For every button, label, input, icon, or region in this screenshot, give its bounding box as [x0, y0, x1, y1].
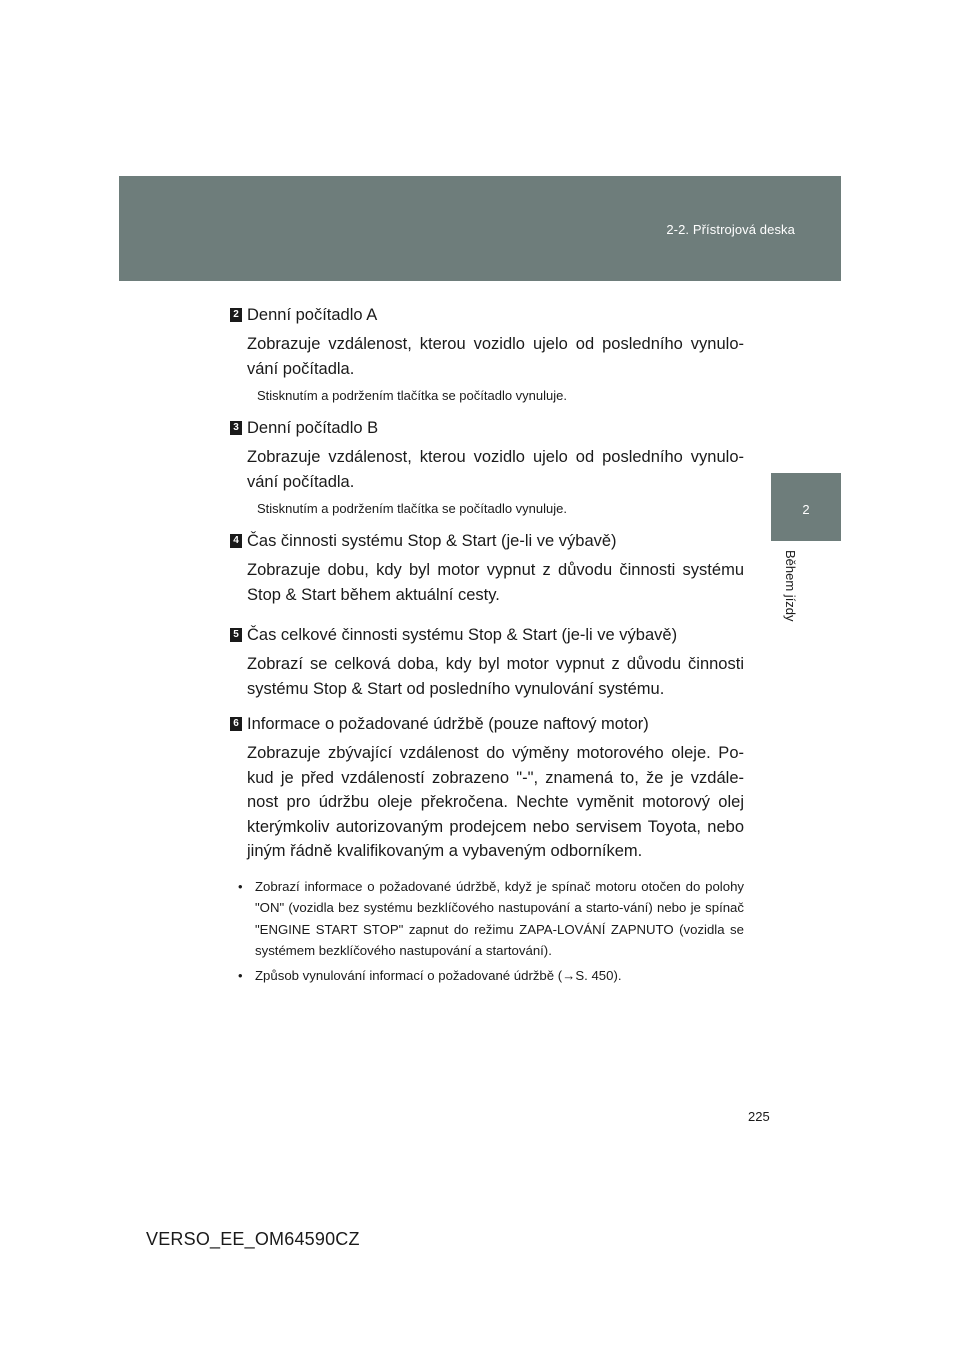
bullet-text: Způsob vynulování informací o požadované údržbě (→S. 450). — [255, 967, 622, 983]
item-title: Denní počítadlo B — [247, 419, 379, 437]
item-body: Zobrazuje zbývající vzdálenost do výměny motorového oleje. Po-kud je před vzdáleností zobrazeno "-", znamená to, že je vzdále-nost pro údržbu oleje překročena. Nechte vyměnit motorový olej kterýmkoliv autorizovaným prodejcem nebo servisem Toyota, nebo jiným řádně kvalifikovaným a vybaveným odborníkem. — [247, 744, 744, 860]
header-band — [119, 176, 841, 281]
item-body: Zobrazuje vzdálenost, kterou vozidlo ujelo od posledního vynulo-vání počítadla. — [247, 335, 744, 378]
item-title: Denní počítadlo A — [247, 306, 378, 324]
chapter-tab — [771, 473, 841, 541]
main-content — [230, 303, 744, 989]
item-body: Zobrazuje dobu, kdy byl motor vypnut z důvodu činnosti systému Stop & Start během aktuální cesty. — [247, 561, 744, 604]
item-note: Stisknutím a podržením tlačítka se počítadlo vynuluje. — [257, 388, 567, 403]
document-code: VERSO_EE_OM64590CZ — [146, 1229, 360, 1249]
item-title: Čas činnosti systému Stop & Start (je-li ve výbavě) — [247, 532, 617, 550]
bullet-item — [238, 876, 744, 962]
bullet-text: Zobrazí informace o požadované údržbě, když je spínač motoru otočen do polohy "ON" (vozidla bez systému bezklíčového nastupování a starto-vání) nebo je spínač "ENGINE START STOP" zapnut do režimu ZAPA-LOVÁNÍ ZAPNUTO (vozidla se systémem bezklíčového nastupování a startování). — [255, 878, 744, 958]
item-body: Zobrazuje vzdálenost, kterou vozidlo ujelo od posledního vynulo-vání počítadla. — [247, 448, 744, 491]
item-heading — [233, 303, 744, 327]
item-number-badge: 4 — [230, 534, 242, 548]
bullet-item — [238, 965, 744, 987]
item-5 — [230, 623, 744, 701]
item-heading — [233, 529, 744, 553]
chapter-label-text: Během jízdy — [783, 550, 798, 622]
chapter-label — [783, 550, 803, 640]
chapter-number: 2 — [802, 502, 810, 517]
item-title: Čas celkové činnosti systému Stop & Start (je-li ve výbavě) — [247, 626, 678, 644]
item-note: Stisknutím a podržením tlačítka se počítadlo vynuluje. — [257, 501, 567, 516]
item-title: Informace o požadované údržbě (pouze naftový motor) — [247, 715, 649, 733]
item-number-badge: 5 — [230, 628, 242, 642]
bullet-symbol: • — [238, 878, 243, 894]
item-6 — [230, 712, 744, 864]
item-body: Zobrazí se celková doba, kdy byl motor vypnut z důvodu činnosti systému Stop & Start od posledního vynulování systému. — [247, 655, 744, 698]
item-3 — [230, 416, 744, 518]
bullet-symbol: • — [238, 967, 243, 983]
item-number-badge: 3 — [230, 421, 242, 435]
item-heading — [233, 712, 744, 736]
item-heading — [233, 416, 744, 440]
item-number-badge: 2 — [230, 308, 242, 322]
item-2 — [230, 303, 744, 405]
item-4 — [230, 529, 744, 607]
item-heading — [233, 623, 744, 647]
item-number-badge: 6 — [230, 717, 242, 731]
bullet-list — [238, 876, 744, 987]
section-title: 2-2. Přístrojová deska — [666, 222, 795, 237]
page-number: 225 — [748, 1109, 770, 1124]
